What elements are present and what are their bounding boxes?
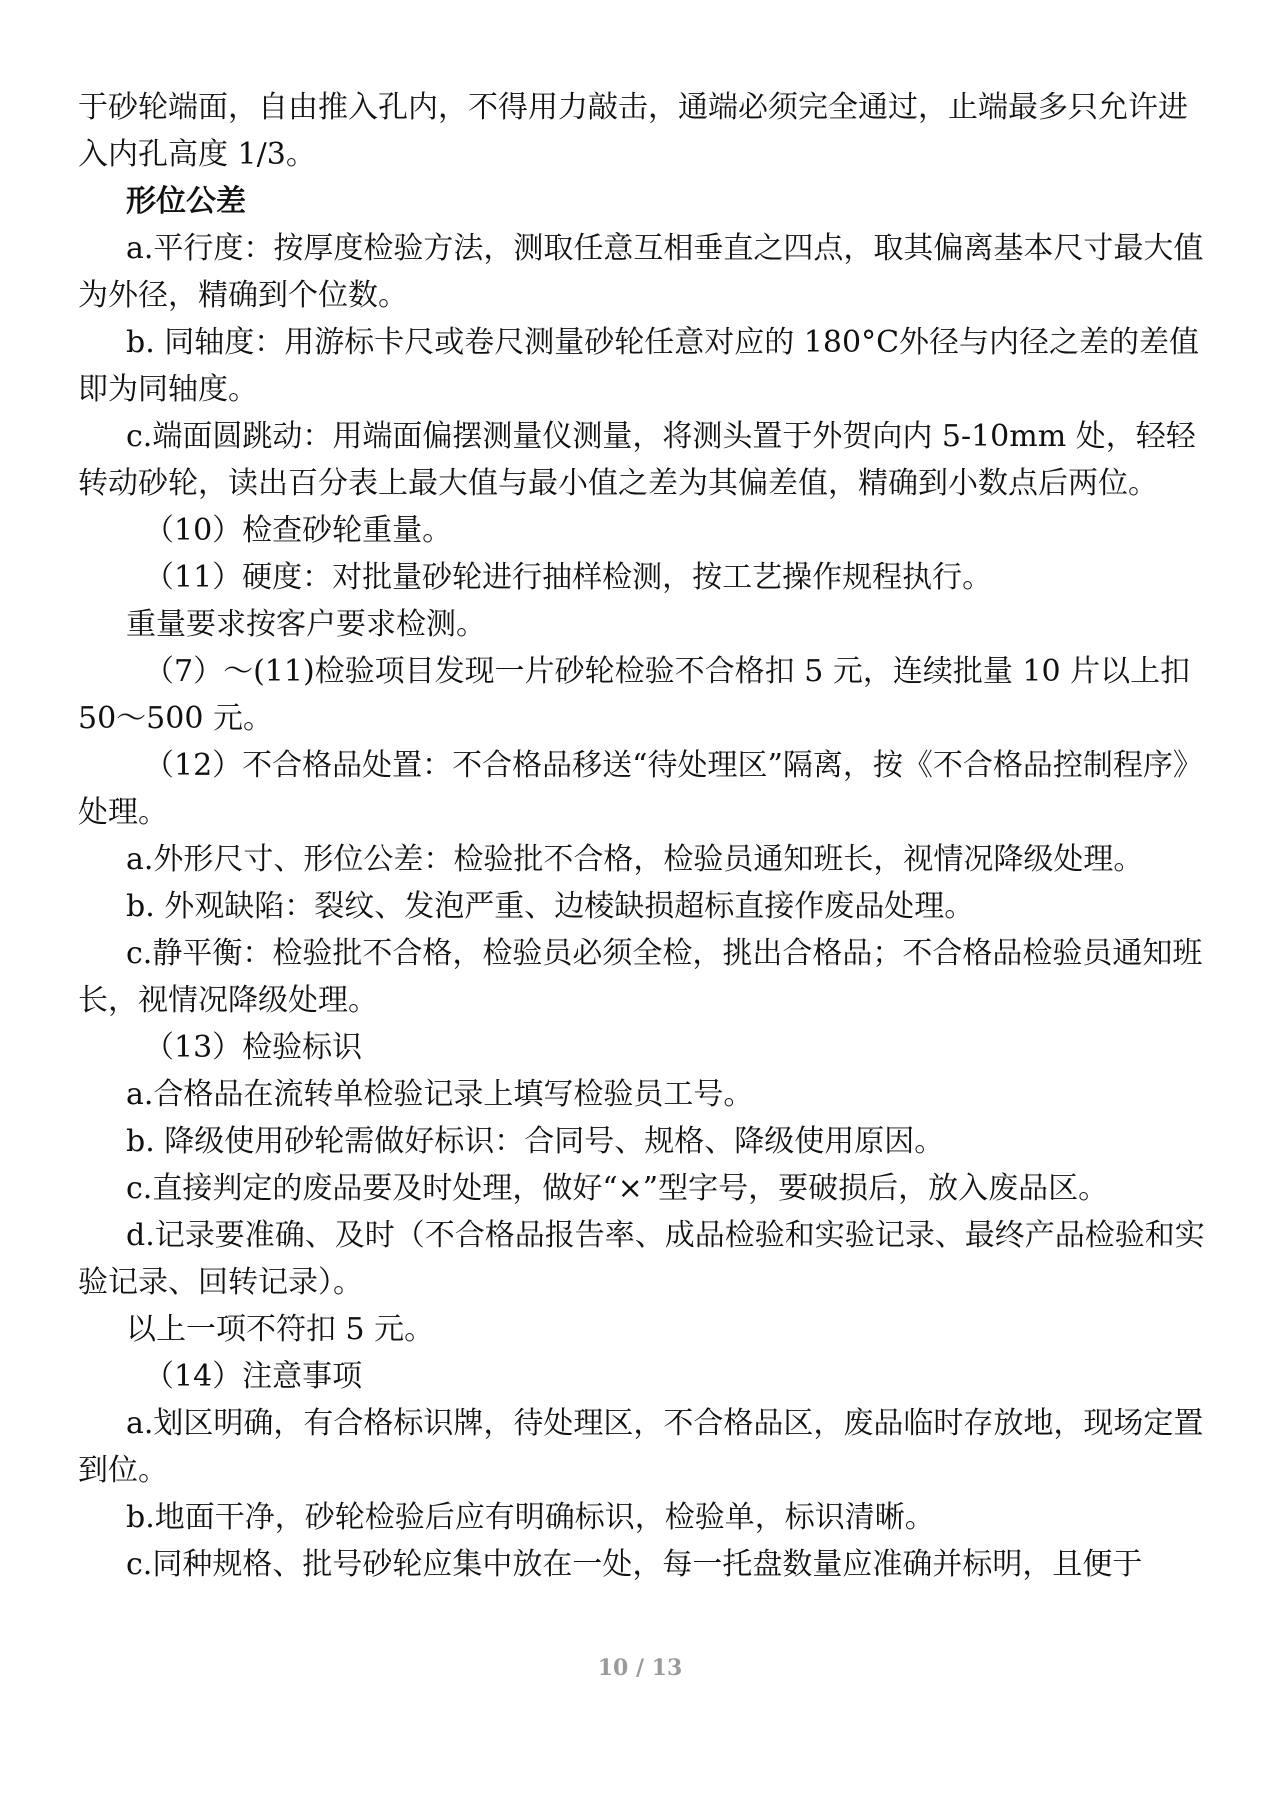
- paragraph-14c: c.同种规格、批号砂轮应集中放在一处，每一托盘数量应准确并标明，且便于: [126, 1547, 1143, 1582]
- paragraph-13-penalty: 以上一项不符扣 5 元。: [126, 1312, 435, 1347]
- paragraph-14b: b.地面干净，砂轮检验后应有明确标识，检验单，标识清晰。: [126, 1500, 935, 1535]
- paragraph-12b: b. 外观缺陷：裂纹、发泡严重、边棱缺损超标直接作废品处理。: [126, 889, 975, 924]
- paragraph-continuation: 于砂轮端面，自由推入孔内，不得用力敲击，通端必须完全通过，止端最多只允许进入内孔高度 1/3。: [78, 90, 1188, 172]
- paragraph-12c: c.静平衡：检验批不合格，检验员必须全检，挑出合格品；不合格品检验员通知班长，视情况降级处理。: [78, 936, 1203, 1018]
- paragraph-parallelism: a.平行度：按厚度检验方法，测取任意互相垂直之四点，取其偏离基本尺寸最大值为外径，精确到个位数。: [78, 231, 1204, 313]
- page-number: 10 / 13: [597, 1655, 683, 1681]
- paragraph-item-12: （12）不合格品处置：不合格品移送“待处理区”隔离，按《不合格品控制程序》处理。: [78, 748, 1203, 830]
- paragraph-item-11: （11）硬度：对批量砂轮进行抽样检测，按工艺操作规程执行。: [144, 560, 993, 595]
- paragraph-item-10: （10）检查砂轮重量。: [144, 513, 453, 548]
- section-heading-form-tolerance: 形位公差: [126, 184, 246, 219]
- paragraph-14a: a.划区明确，有合格标识牌，待处理区，不合格品区，废品临时存放地，现场定置到位。: [78, 1406, 1204, 1488]
- document-body: [78, 84, 1208, 1588]
- paragraph-13c: c.直接判定的废品要及时处理，做好“×”型字号，要破损后，放入废品区。: [126, 1171, 1109, 1206]
- paragraph-end-runout: c.端面圆跳动：用端面偏摆测量仪测量，将测头置于外贺向内 5-10mm 处，轻轻转动砂轮，读出百分表上最大值与最小值之差为其偏差值，精确到小数点后两位。: [78, 419, 1196, 501]
- paragraph-12a: a.外形尺寸、形位公差：检验批不合格，检验员通知班长，视情况降级处理。: [126, 842, 1144, 877]
- paragraph-item-14: （14）注意事项: [144, 1359, 363, 1394]
- paragraph-13a: a.合格品在流转单检验记录上填写检验员工号。: [126, 1077, 754, 1112]
- paragraph-coaxiality: b. 同轴度：用游标卡尺或卷尺测量砂轮任意对应的 180°C外径与内径之差的差值即为同轴度。: [78, 325, 1200, 407]
- paragraph-weight-requirement: 重量要求按客户要求检测。: [126, 607, 486, 642]
- paragraph-item-13: （13）检验标识: [144, 1030, 363, 1065]
- paragraph-13b: b. 降级使用砂轮需做好标识：合同号、规格、降级使用原因。: [126, 1124, 945, 1159]
- paragraph-13d: d.记录要准确、及时（不合格品报告率、成品检验和实验记录、最终产品检验和实验记录、回转记录）。: [78, 1218, 1205, 1300]
- paragraph-penalty-7-11: （7）～(11)检验项目发现一片砂轮检验不合格扣 5 元，连续批量 10 片以上扣 50～500 元。: [78, 654, 1191, 736]
